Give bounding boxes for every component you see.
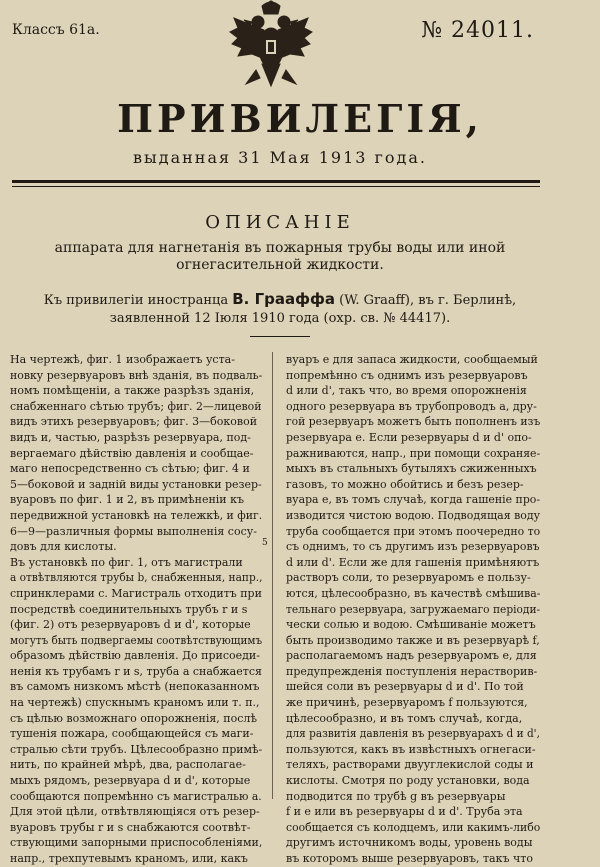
description-subtitle: аппарата для нагнетанія въ пожарныя трубы воды или иной огнегасительной жидкости. (54, 240, 506, 273)
left-text-column (10, 352, 262, 867)
class-label: Классъ 61а. (12, 22, 100, 38)
text-line: подводится по трубѣ g въ резервуары (286, 789, 506, 803)
text-line: 5—боковой и задній виды установки резер- (10, 477, 262, 491)
text-line: гой резервуаръ можетъ быть пополненъ изъ (286, 415, 541, 429)
text-line: спринклерами c. Магистраль отходитъ при (10, 586, 262, 600)
text-line: вергаемаго дѣйствію давленія и сообщае- (10, 446, 254, 460)
text-line: мыхъ въ стальныхъ бутыляхъ сжиженныхъ (286, 462, 537, 476)
description-heading: ОПИСАНІЕ (205, 212, 355, 233)
text-line: для развитія давленія въ резервуарахъ d и d', (286, 727, 540, 741)
header-rule-thin (12, 186, 540, 187)
text-line: газовъ, то можно обойтись и безъ резер- (286, 477, 524, 491)
text-line: вуаръ e для запаса жидкости, сообщаемый (286, 353, 538, 366)
section-divider (250, 336, 310, 337)
text-line: ствующими запорными приспособленіями, (10, 836, 263, 850)
text-line: могутъ быть подвергаемы соотвѣтствующимъ (10, 633, 263, 647)
text-line: другимъ источникомъ воды, уровень воды (286, 836, 533, 850)
text-line: ражниваются, напр., при помощи сохраняе- (286, 446, 541, 460)
privilege-rest: (W. Graaff), въ г. Берлинѣ, заявленной 12 Іюля 1910 года (охр. св. № 44417). (109, 293, 517, 326)
text-line: на чертежѣ) спускнымъ краномъ или т. п., (10, 696, 260, 710)
double-headed-eagle-emblem (226, 0, 316, 96)
text-line: предупрежденія поступленія нерастворив- (286, 664, 538, 678)
patent-number: № 24011. (421, 18, 534, 43)
text-line: (фиг. 2) отъ резервуаровъ d и d', которые (10, 618, 251, 632)
text-line: ненія къ трубамъ r и s, труба a снабжается (10, 664, 262, 678)
text-line: ются, цѣлесообразно, въ качествѣ смѣшива- (286, 586, 541, 600)
privilege-line (30, 290, 530, 328)
text-line: резервуара e. Если резервуары d и d' опо- (286, 430, 532, 444)
text-line: цѣлесообразно, и въ томъ случаѣ, когда, (286, 711, 523, 725)
text-line: мыхъ рядомъ, резервуара d и d', которые (10, 774, 251, 788)
text-line: номъ помѣщеніи, а также разрѣзъ зданія, (10, 384, 255, 398)
text-line: труба сообщается при этомъ поочередно то (286, 524, 541, 538)
text-line: вуара e, въ томъ случаѣ, когда гашеніе про- (286, 493, 541, 507)
text-line: стралью сѣти трубъ. Цѣлесообразно примѣ- (10, 742, 263, 756)
issued-date-line: выданная 31 Мая 1913 года. (132, 148, 428, 167)
text-line: теляхъ, растворами двууглекислой соды и (286, 758, 534, 772)
right-text-column (286, 352, 540, 867)
text-line: Въ установкѣ по фиг. 1, отъ магистрали (10, 555, 243, 569)
text-line: видъ этихъ резервуаровъ; фиг. 3—боковой (10, 415, 258, 429)
text-line: пользуются, какъ въ извѣстныхъ огнегаси- (286, 742, 536, 756)
text-line: посредствѣ соединительныхъ трубъ r и s (10, 602, 248, 616)
text-line: же причинѣ, резервуаромъ f пользуются, (286, 696, 528, 710)
text-line: вуаровъ трубы r и s снабжаются соотвѣт- (10, 820, 251, 834)
text-line: Для этой цѣли, отвѣтвляющіяся отъ резер- (10, 805, 260, 819)
text-line: передвижной установкѣ на тележкѣ, и фиг. (10, 508, 263, 522)
text-line: сообщается съ колодцемъ, или какимъ-либо (286, 820, 541, 834)
text-line: изводится чистою водою. Подводящая воду (286, 508, 541, 522)
text-line: маго непосредственно съ сѣтью; фиг. 4 и (10, 462, 250, 476)
text-line: снабженнаго сѣтью трубъ; фиг. 2—лицевой (10, 399, 262, 413)
text-line: въ которомъ выше резервуаровъ, такъ что (286, 852, 533, 865)
text-line: напр., трехпутевымъ краномъ, или, какъ (10, 852, 248, 865)
text-line: нить, по крайней мѣрѣ, два, располагае- (10, 758, 246, 772)
text-line: вуаровъ по фиг. 1 и 2, въ примѣненіи къ (10, 493, 245, 507)
text-line: На чертежѣ, фиг. 1 изображаетъ уста- (10, 353, 235, 366)
text-line: одного резервуара въ трубопроводъ a, дру- (286, 399, 537, 413)
text-line: сообщаются попремѣнно съ магистралью a. (10, 789, 262, 803)
text-line: видъ и, частью, разрѣзъ резервуара, под- (10, 430, 251, 444)
text-line: въ самомъ низкомъ мѣстѣ (непоказанномъ (10, 680, 260, 694)
text-line: съ цѣлью возможнаго опорожненія, послѣ (10, 711, 258, 725)
text-line: d или d'. Если же для гашенія примѣняютъ (286, 555, 540, 569)
text-line: попремѣнно съ однимъ изъ резервуаровъ (286, 368, 528, 382)
text-line: быть производимо также и въ резервуарѣ f, (286, 633, 540, 647)
column-divider (272, 352, 273, 799)
text-line: новку резервуаровъ внѣ зданія, въ подваль- (10, 368, 263, 382)
text-line: 6—9—различныя формы выполненія сосу- (10, 524, 257, 538)
header-rule-thick (12, 180, 540, 183)
text-line: чески солью и водою. Смѣшиваніе можетъ (286, 618, 536, 632)
inventor-name: В. Граaффа (232, 290, 336, 308)
text-line: растворъ соли, то резервуаромъ e пользу- (286, 571, 531, 585)
document-title: ПРИВИЛЕГІЯ, (117, 96, 483, 141)
privilege-prefix: Къ привилегіи иностранца (43, 293, 229, 308)
text-line: тушенія пожара, сообщающейся съ маги- (10, 727, 254, 741)
text-line: тельнаго резервуара, загружаемаго періоди- (286, 602, 541, 616)
text-line: съ однимъ, то съ другимъ изъ резервуаровъ (286, 540, 540, 554)
text-line: кислоты. Смотря по роду установки, вода (286, 774, 530, 788)
text-line: d или d', такъ что, во время опорожненія (286, 384, 527, 398)
line-number-mark: 5 (262, 538, 268, 548)
text-line: шейся соли въ резервуары d и d'. По той (286, 680, 524, 694)
text-line: довъ для кислоты. (10, 540, 117, 554)
text-line: а отвѣтвляются трубы b, снабженныя, напр., (10, 571, 263, 585)
text-line: образомъ дѣйствію давленія. До присоеди- (10, 649, 260, 663)
text-line: располагаемомъ надъ резервуаромъ e, для (286, 649, 537, 663)
text-line: f и e или въ резервуары d и d'. Труба эта (286, 805, 523, 819)
